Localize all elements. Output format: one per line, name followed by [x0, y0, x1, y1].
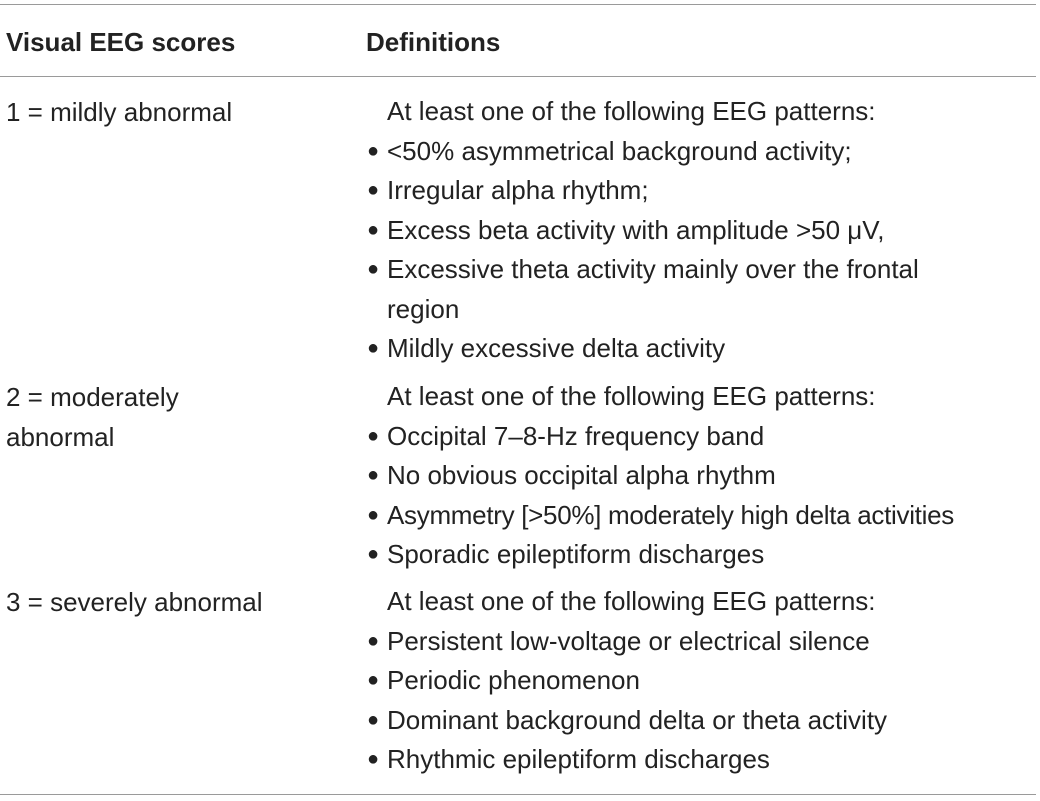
list-item-text: No obvious occipital alpha rhythm: [387, 460, 776, 490]
bullet-icon: ●: [367, 708, 380, 731]
list-item-text: Periodic phenomenon: [387, 665, 640, 695]
score-cell: 1 = mildly abnormal: [6, 97, 233, 127]
list-item-text: Irregular alpha rhythm;: [387, 175, 649, 205]
list-item: [366, 535, 1034, 575]
definition-intro: At least one of the following EEG patterns:: [387, 96, 876, 126]
bullet-icon: ●: [367, 629, 380, 652]
bullet-icon: ●: [367, 424, 380, 447]
bullet-icon: ●: [367, 139, 380, 162]
table-bottom-rule: [0, 794, 1036, 795]
list-item-text: Sporadic epileptiform discharges: [387, 539, 765, 569]
list-item: [366, 456, 1034, 496]
header-definitions: Definitions: [366, 27, 501, 57]
bullet-icon: ●: [367, 503, 380, 526]
list-item-text: Dominant background delta or theta activity: [387, 704, 888, 735]
list-item-text: Persistent low-voltage or electrical silence: [387, 625, 870, 656]
definition-cell: [366, 582, 1034, 780]
bullet-icon: ●: [367, 258, 380, 280]
definition-intro: At least one of the following EEG patterns:: [387, 381, 876, 411]
list-item: [366, 329, 1034, 369]
list-item-text: Excess beta activity with amplitude >50 μV,: [387, 214, 885, 245]
list-item: [366, 417, 1034, 457]
bullet-icon: ●: [367, 179, 380, 201]
header-rule: [0, 76, 1036, 77]
list-item: [366, 132, 1034, 172]
bullet-icon: ●: [367, 218, 380, 241]
list-item-text: Occipital 7–8-Hz frequency band: [387, 420, 765, 451]
list-item-text: Rhythmic epileptiform discharges: [387, 744, 770, 774]
bullet-icon: ●: [367, 337, 380, 359]
list-item-text: Excessive theta activity mainly over the frontal region: [387, 254, 919, 324]
list-item: [366, 250, 1034, 329]
list-item: [366, 740, 1034, 780]
table-top-rule: [0, 4, 1036, 5]
list-item: [366, 496, 1034, 536]
score-cell: 3 = severely abnormal: [6, 587, 263, 617]
definition-cell: [366, 92, 1034, 369]
score-cell: 2 = moderately abnormal: [6, 382, 179, 452]
bullet-icon: ●: [367, 543, 380, 565]
list-item: [366, 661, 1034, 701]
list-item: [366, 622, 1034, 662]
list-item-text: Mildly excessive delta activity: [387, 333, 726, 363]
list-item: [366, 211, 1034, 251]
list-item: [366, 171, 1034, 211]
header-score: Visual EEG scores: [6, 27, 236, 57]
bullet-icon: ●: [367, 748, 380, 770]
list-item-text: Asymmetry [>50%] moderately high delta activities: [387, 499, 954, 530]
list-item-text: <50% asymmetrical background activity;: [387, 135, 852, 166]
definition-cell: [366, 377, 1034, 575]
definition-intro: At least one of the following EEG patterns:: [387, 586, 876, 616]
bullet-icon: ●: [367, 464, 380, 486]
bullet-icon: ●: [367, 669, 380, 691]
list-item: [366, 701, 1034, 741]
